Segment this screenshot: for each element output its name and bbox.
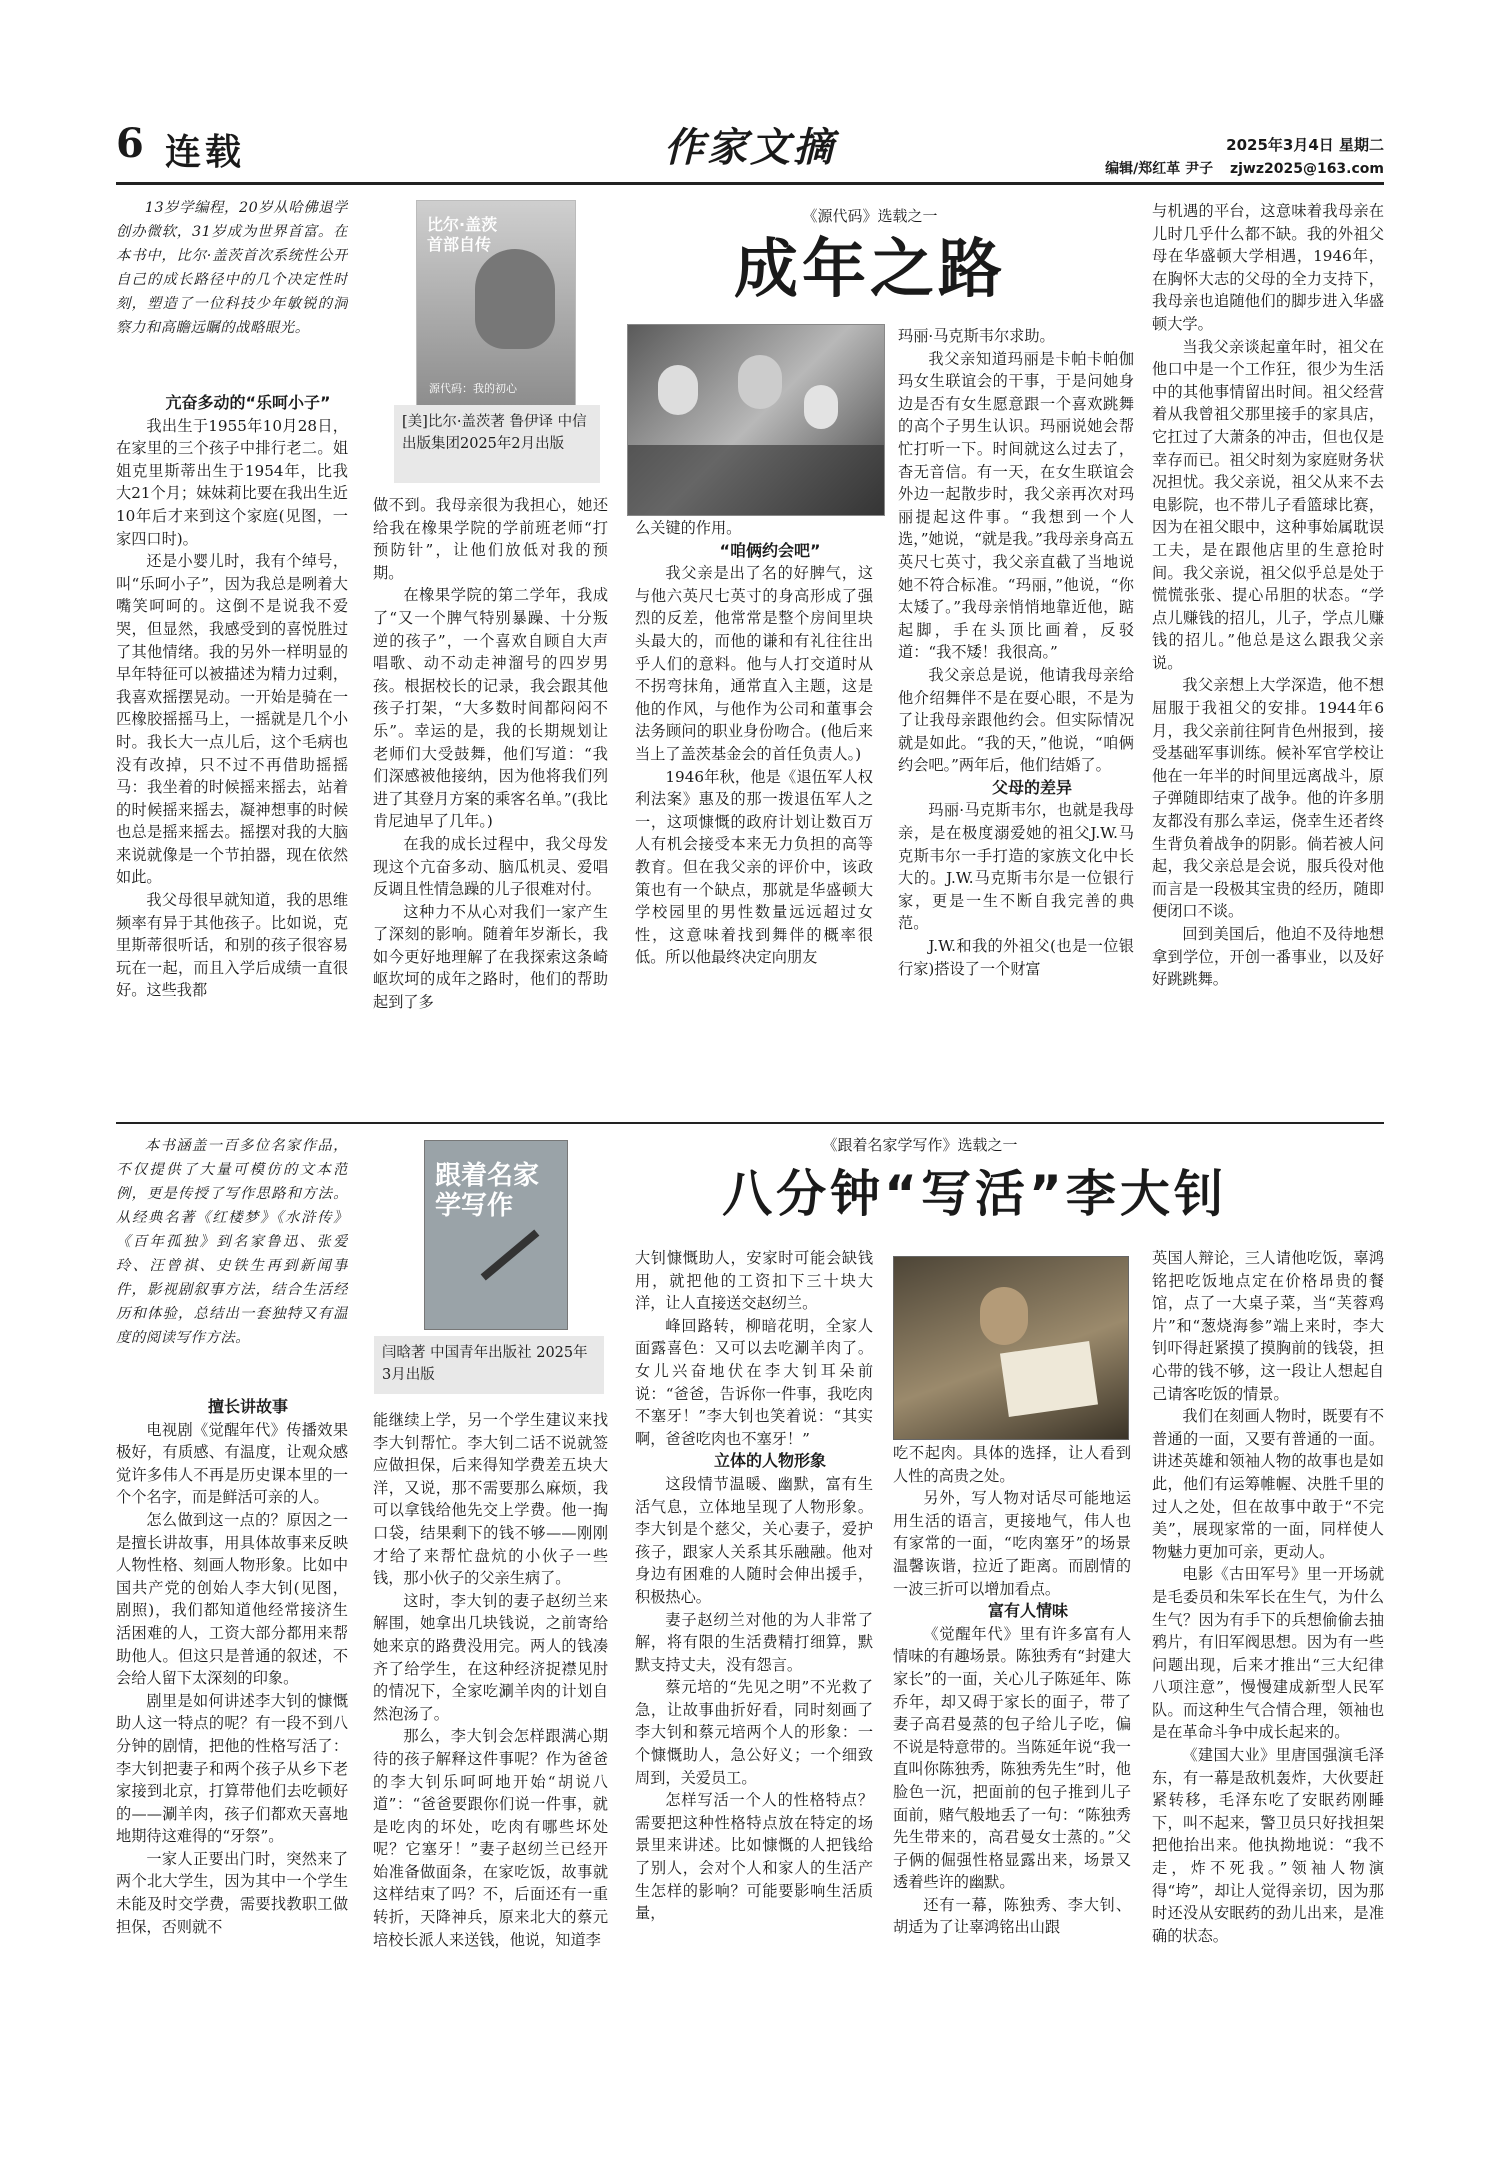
book-cover-title: 比尔·盖茨 首部自传 xyxy=(427,215,498,254)
section-heading: 亢奋多动的“乐呵小子” xyxy=(165,393,331,412)
article2-column-2: 能继续上学，另一个学生建议来找李大钊帮忙。李大钊二话不说就签应做担保，后来得知学费差五块大洋，又说，那不需要那么麻烦，我可以拿钱给他先交上学费。他一掏口袋，结果剩下的钱不够——刚刚才给了来帮忙盘炕的小伙子一些钱，那小伙子的父亲生病了。 这时，李大钊的妻子赵纫兰来解围，她拿出几块钱说，之前寄给她来京的路费没用完。两人的钱凑齐了给学生，在这种经济捉襟见肘的情况下，全家吃涮羊肉的计划自然泡汤了。 那么，李大钊会怎样跟满心期待的孩子解释这件事呢？作为爸爸的李大钊乐呵呵地开始“胡说八道”：“爸爸要跟你们说一件事，就是吃肉的坏处，吃肉有哪些坏处呢？它塞牙！”妻子赵纫兰已经开始准备做面条，在家吃饭，故事就这样结束了吗？不，后面还有一重转折，天降神兵，原来北大的蔡元培校长派人来送钱，他说，知道李 xyxy=(373,1411,608,1949)
family-photo xyxy=(627,324,885,516)
article2-kicker: 《跟着名家学写作》选载之一 xyxy=(822,1136,1018,1154)
article1-title: 成年之路 xyxy=(734,233,1006,307)
editors: 编辑/郑红革 尹子 xyxy=(1105,161,1214,177)
article2-column-3: 大钊慷慨助人，安家时可能会缺钱用，就把他的工资扣下三十块大洋，让人直接送交赵纫兰。 峰回路转，柳暗花明，全家人面露喜色：又可以去吃涮羊肉了。女儿兴奋地伏在李大钊耳朵前说：“爸爸，告诉你一件事，我吃肉不塞牙！”李大钊也笑着说：“其实啊，爸爸吃肉也不塞牙！” 立体的人物形象 这段情节温暖、幽默，富有生活气息，立体地呈现了人物形象。李大钊是个慈父，关心妻子，爱护孩子，跟家人关系其乐融融。他对身边有困难的人随时会伸出援手，积极热心。 妻子赵纫兰对他的为人非常了解，将有限的生活费精打细算，默默支持丈夫，没有怨言。 蔡元培的“先见之明”不光救了急，让故事曲折好看，同时刻画了李大钊和蔡元培两个人的形象：一个慷慨助人，急公好义；一个细致周到，关爱员工。 怎样写活一个人的性格特点？需要把这种性格特点放在特定的场景里来讲述。比如慷慨的人把钱给了别人，会对个人和家人的生活产生怎样的影响？可能要影响生活质量， xyxy=(635,1249,873,1923)
article1-column-3: 么关键的作用。 “咱俩约会吧” 我父亲是出了名的好脾气，这与他六英尺七英寸的身高形成了强烈的反差，他常常是整个房间里块头最大的，而他的谦和有礼往往出乎人们的意料。他与人打交道时从不拐弯抹角，通常直入主题，这是他的作风，与他作为公司和董事会法务顾问的职业身份吻合。(他后来当上了盖茨基金会的首任负责人。) 1946年秋，他是《退伍军人权利法案》惠及的那一拨退伍军人之一，这项慷慨的政府计划让数百万人有机会接受本来无力负担的高等教育。但在我父亲的评价中，该政策也有一个缺点，那就是华盛顿大学校园里的男性数量远远超过女性，这意味着找到舞伴的概率很低。所以他最终决定向朋友 xyxy=(635,519,873,967)
masthead-logo: 作家文摘 xyxy=(664,124,836,171)
section-divider xyxy=(116,1122,1384,1124)
section-heading: 擅长讲故事 xyxy=(207,1397,288,1416)
article2-column-4: 吃不起肉。具体的选择，让人看到人性的高贵之处。 另外，写人物对话尽可能地运用生活的语言，更接地气，伟人也有家常的一面，“吃肉塞牙”的场景温馨诙谐，拉近了距离。而剧情的一波三折可以增加看点。 富有人情味 《觉醒年代》里有许多富有人情味的有趣场景。陈独秀有“封建大家长”的一面，关心儿子陈延年、陈乔年，却又碍于家长的面子，带了妻子高君曼蒸的包子给儿子吃，偏不说是特意带的。当陈延年说“我一直叫你陈独秀，陈独秀先生”时，他脸色一沉，把面前的包子推到儿子面前，赌气般地丢了一句：“陈独秀先生带来的，高君曼女士蒸的。”父子俩的倔强性格显露出来，场景又透着些许的幽默。 还有一幕，陈独秀、李大钊、胡适为了让辜鸿铭出山跟 xyxy=(893,1444,1131,1937)
section-label: 连载 xyxy=(165,132,246,173)
article1-kicker: 《源代码》选载之一 xyxy=(802,207,938,225)
article1-intro: 13岁学编程，20岁从哈佛退学创办微软，31岁成为世界首富。在本书中，比尔·盖茨首次系统性公开自己的成长路径中的几个决定性时刻，塑造了一位科技少年敏锐的洞察力和高瞻远瞩的战略眼光。 xyxy=(116,200,348,336)
header-rule xyxy=(116,182,1384,185)
section-heading: 立体的人物形象 xyxy=(713,1451,826,1471)
article1-column-2: 做不到。我母亲很为我担心，她还给我在橡果学院的学前班老师“打预防针”，让他们放低对我的预期。 在橡果学院的第二学年，我成了“又一个脾气特别暴躁、十分叛逆的孩子”，一个喜欢自顾自大声唱歌、动不动走神溜号的四岁男孩。根据校长的记录，我会跟其他孩子打架，“大多数时间都闷闷不乐”。幸运的是，我的长期规划让老师们大受鼓舞，他们写道：“我们深感被他接纳，因为他将我们列进了其登月方案的乘客名单。”(我比肯尼迪早了几年。) 在我的成长过程中，我父母发现这个亢奋多动、脑瓜机灵、爱唱反调且性情急躁的儿子很难对付。 这种力不从心对我们一家产生了深刻的影响。随着年岁渐长，我如今更好地理解了在我探索这条崎岖坎坷的成年之路时，他们的帮助起到了多 xyxy=(373,496,608,1012)
book-cover-title: 跟着名家 学写作 xyxy=(435,1161,540,1221)
page-number: 6 xyxy=(116,120,144,167)
article2-column-1: 擅长讲故事 电视剧《觉醒年代》传播效果极好，有质感、有温度，让观众感觉许多伟人不再是历史课本里的一个个名字，而是鲜活可亲的人。 怎么做到这一点的？原因之一是擅长讲故事，用具体故事来反映人物性格、刻画人物形象。比如中国共产党的创始人李大钊(见图，剧照)，我们都知道他经常接济生活困难的人，工资大部分都用来帮助他人。但这只是普通的叙述，不会给人留下太深刻的印象。 剧里是如何讲述李大钊的慷慨助人这一特点的呢？有一段不到八分钟的剧情，把他的性格写活了：李大钊把妻子和两个孩子从乡下老家接到北京，打算带他们去吃顿好的——涮羊肉，孩子们都欢天喜地地期待这难得的“牙祭”。 一家人正要出门时，突然来了两个北大学生，因为其中一个学生未能及时交学费，需要找教职工做担保，否则就不 xyxy=(116,1397,348,1936)
section-heading: “咱俩约会吧” xyxy=(719,540,821,560)
book-cover-writing xyxy=(424,1140,568,1330)
email: zjwz2025@163.com xyxy=(1229,161,1384,177)
article2-title: 八分钟“写活”李大钊 xyxy=(722,1165,1228,1223)
book-caption: [美]比尔·盖茨著 鲁伊译 中信出版集团2025年2月出版 xyxy=(394,405,600,483)
article2-column-5: 英国人辩论，三人请他吃饭，辜鸿铭把吃饭地点定在价格昂贵的餐馆，点了一大桌子菜，当“芙蓉鸡片”和“葱烧海参”端上来时，李大钊吓得赶紧摸了摸胸前的钱袋，担心带的钱不够，这一段让人想起自己请客吃饭的情景。 我们在刻画人物时，既要有不普通的一面，又要有普通的一面。讲述英雄和领袖人物的故事也是如此，他们有运筹帷幄、决胜千里的过人之处，但在故事中敢于“不完美”，展现家常的一面，同样使人物魅力更加可亲，更动人。 电影《古田军号》里一开场就是毛委员和朱军长在生气，为什么生气？因为有手下的兵想偷偷去抽鸦片，有旧军阀思想。因为有一些问题出现，后来才推出“三大纪律八项注意”，慢慢建成新型人民军队。而这种生气合情合理，领袖也是在革命斗争中成长起来的。 《建国大业》里唐国强演毛泽东，有一幕是敌机轰炸，大伙要赶紧转移，毛泽东吃了安眠药刚睡下，叫不起来，警卫员只好找担架把他抬出来。他执拗地说：“我不走，炸不死我。”领袖人物演得“垮”，却让人觉得亲切，因为那时还没从安眠药的劲儿出来，是准确的状态。 xyxy=(1152,1249,1384,1945)
drama-still-photo xyxy=(893,1256,1129,1440)
book-cover-subtitle: 源代码：我的初心 xyxy=(429,382,517,395)
article2-intro: 本书涵盖一百多位名家作品，不仅提供了大量可模仿的文本范例，更是传授了写作思路和方法。从经典名著《红楼梦》《水浒传》《百年孤独》到名家鲁迅、张爱玲、汪曾祺、史铁生再到新闻事件，影视剧叙事方法，结合生活经历和体验，总结出一套独特又有温度的阅读写作方法。 xyxy=(116,1138,348,1346)
article1-column-1: 亢奋多动的“乐呵小子” 我出生于1955年10月28日，在家里的三个孩子中排行老二。姐姐克里斯蒂出生于1954年，比我大21个月；妹妹莉比要在我出生近10年后才来到这个家庭(见图，一家四口时)。 还是小婴儿时，我有个绰号，叫“乐呵小子”，因为我总是咧着大嘴笑呵呵的。这倒不是说我不爱哭，但显然，我感受到的喜悦胜过了其他情绪。我的另外一样明显的早年特征可以被描述为精力过剩，我喜欢摇摆晃动。一开始是骑在一匹橡胶摇摇马上，一摇就是几个小时。我长大一点儿后，这个毛病也没有改掉，只不过不再借助摇摇马：我坐着的时候摇来摇去，站着的时候摇来摇去，凝神想事的时候也总是摇来摇去。摇摆对我的大脑来说就像是一个节拍器，现在依然如此。 我父母很早就知道，我的思维频率有异于其他孩子。比如说，克里斯蒂很听话，和别的孩子很容易玩在一起，而且入学后成绩一直很好。这些我都 xyxy=(116,393,348,1000)
book-caption: 闫晗著 中国青年出版社 2025年3月出版 xyxy=(374,1336,604,1394)
article1-column-5: 与机遇的平台，这意味着我母亲在儿时几乎什么都不缺。我的外祖父母在华盛顿大学相遇，1946年，在胸怀大志的父母的全力支持下，我母亲也追随他们的脚步进入华盛顿大学。 当我父亲谈起童年时，祖父在他口中是一个工作狂，很少为生活中的其他事情留出时间。祖父经营着从我曾祖父那里接手的家具店，它扛过了大萧条的冲击，但也仅是幸存而已。祖父时刻为家庭财务状况担忧。我父亲说，祖父从来不去电影院，也不带儿子看篮球比赛，因为在祖父眼中，这种事始属耽误工夫，是在跟他店里的生意抢时间。我父亲说，祖父似乎总是处于慌慌张张、提心吊胆的状态。“学点儿赚钱的招儿，儿子，学点儿赚钱的招儿。”他总是这么跟我父亲说。 我父亲想上大学深造，他不想屈服于我祖父的安排。1944年6月，我父亲前往阿肯色州报到，接受基础军事训练。候补军官学校让他在一年半的时间里远离战斗，原子弹随即结束了战争。他的许多朋友都没有那么幸运，侥幸生还者终生背负着战争的阴影。倘若被人问起，我父亲总是会说，服兵役对他而言是一段极其宝贵的经历，随即便闭口不谈。 回到美国后，他迫不及待地想拿到学位，开创一番事业，以及好好跳跳舞。 xyxy=(1152,202,1384,989)
issue-date: 2025年3月4日 星期二 xyxy=(1226,136,1384,154)
article1-column-4: 玛丽·马克斯韦尔求助。 我父亲知道玛丽是卡帕卡帕伽玛女生联谊会的干事，于是问她身边是否有女生愿意跟一个喜欢跳舞的高个子男生认识。玛丽说她会帮忙打听一下。时间就这么过去了，杳无音信。有一天，在女生联谊会外边一起散步时，我父亲再次对玛丽提起这件事。“我想到一个人选，”她说，“就是我。”我母亲身高五英尺七英寸，我父亲直截了当地说她不符合标准。“玛丽，”他说，“你太矮了。”我母亲悄悄地靠近他，踮起脚，手在头顶比画着，反驳道：“我不矮！我很高。” 我父亲总是说，他请我母亲给他介绍舞伴不是在耍心眼，不是为了让我母亲跟他约会。但实际情况就是如此。“我的天，”他说，“咱俩约会吧。”两年后，他们结婚了。 父母的差异 玛丽·马克斯韦尔，也就是我母亲，是在极度溺爱她的祖父J.W.马克斯韦尔一手打造的家族文化中长大的。J.W.马克斯韦尔是一位银行家，更是一生不断自我完善的典范。 J.W.和我的外祖父(也是一位银行家)搭设了一个财富 xyxy=(898,327,1134,978)
section-heading: 父母的差异 xyxy=(991,777,1072,797)
book-cover-source-code xyxy=(416,200,576,407)
editor-line xyxy=(1105,158,1384,178)
section-heading: 富有人情味 xyxy=(987,1601,1068,1621)
